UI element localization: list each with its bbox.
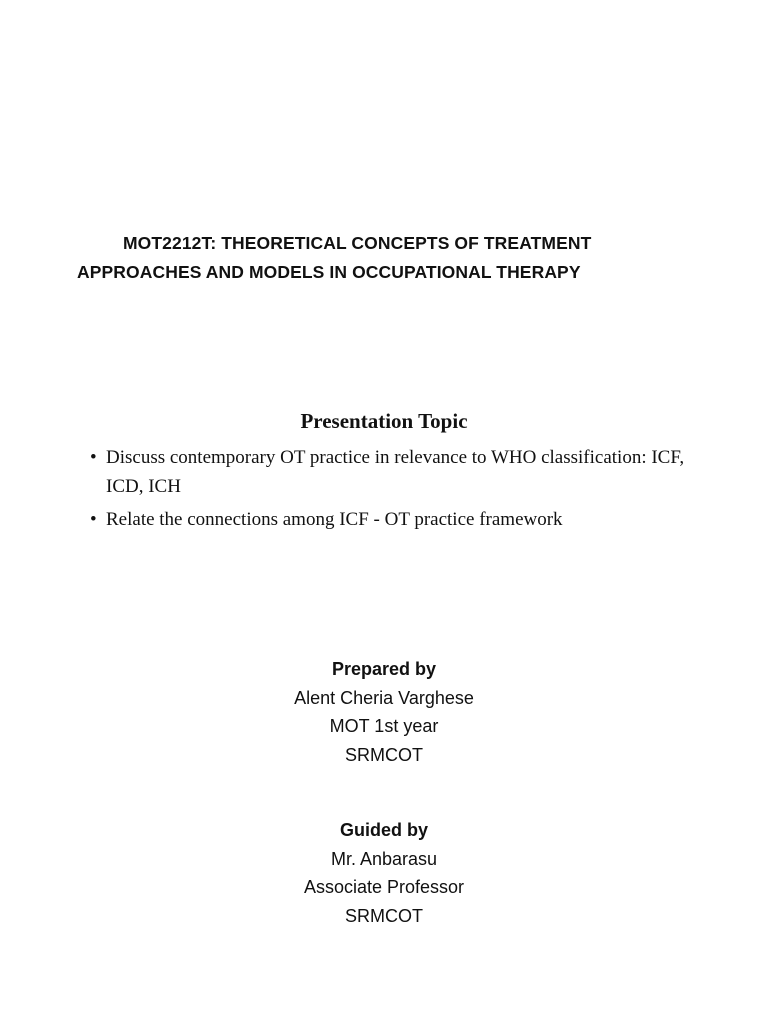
prepared-by-block [0, 655, 768, 769]
guided-by-block [0, 816, 768, 930]
guide-name: Mr. Anbarasu [330, 848, 438, 869]
guide-institution: SRMCOT [345, 905, 423, 926]
preparer-year: MOT 1st year [329, 716, 439, 736]
preparer-institution: SRMCOT [345, 744, 423, 765]
topic-bullet-item [90, 443, 710, 501]
guided-by-label: Guided by [339, 820, 428, 840]
prepared-by-label: Prepared by [331, 659, 437, 679]
preparer-name: Alent Cheria Varghese [294, 687, 474, 708]
topic-bullet-item [90, 505, 710, 534]
topic-bullet-list [90, 443, 710, 538]
course-title [0, 229, 768, 287]
topic-bullet-text: Discuss contemporary OT practice in relevance to WHO classification: ICF, ICD, ICH [106, 447, 685, 497]
course-title-line-2: APPROACHES AND MODELS IN OCCUPATIONAL THERAPY [77, 262, 581, 282]
bullet-icon: • [90, 509, 97, 530]
guide-role: Associate Professor [303, 877, 465, 897]
presentation-topic-heading: Presentation Topic [300, 409, 468, 433]
course-title-line-1: MOT2212T: THEORETICAL CONCEPTS OF TREATMENT [123, 233, 592, 253]
bullet-icon: • [90, 447, 97, 468]
topic-bullet-text: Relate the connections among ICF - OT practice framework [106, 509, 563, 530]
